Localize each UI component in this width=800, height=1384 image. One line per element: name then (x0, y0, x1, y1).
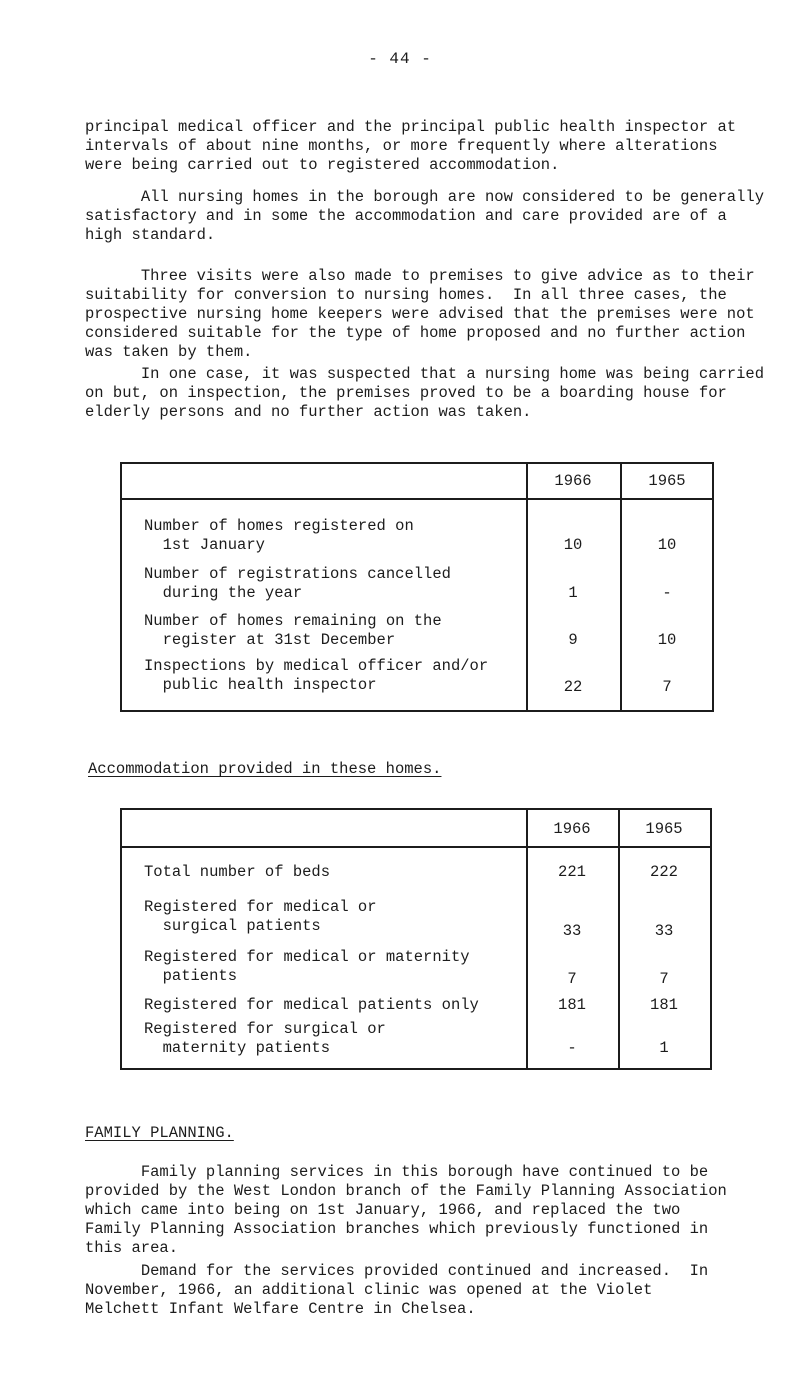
table-cell: 22 (563, 678, 583, 696)
table-cell: 1 (568, 584, 578, 602)
table-row-label: Total number of beds (144, 863, 331, 881)
table-row-label: Registered for surgical or maternity patients (144, 1020, 386, 1057)
paragraph-family-planning: Family planning services in this borough have continued to be provided by the West London branch of the Family Planning Association which came into being on 1st January, 1966, and replaced the two Family Planning Association branches which previously functioned in this area. (85, 1163, 727, 1257)
table-cell: 9 (568, 631, 578, 649)
column-header-1966: 1966 (554, 472, 592, 490)
table-cell: 221 (558, 863, 586, 881)
table-row-label: Registered for medical or maternity patients (144, 948, 470, 985)
table-cell: 1 (659, 1039, 669, 1057)
heading-family-planning: FAMILY PLANNING. (85, 1124, 234, 1142)
table-cell: 7 (662, 678, 672, 696)
accommodation-table (120, 808, 712, 1070)
table-row-label: Number of homes remaining on the register at 31st December (144, 612, 442, 649)
registrations-table (120, 462, 714, 712)
table-cell: 222 (650, 863, 678, 881)
table-row-label: Number of homes registered on 1st January (144, 517, 414, 554)
table-cell: 7 (659, 970, 669, 988)
heading-accommodation: Accommodation provided in these homes. (88, 760, 442, 778)
table-row-label: Number of registrations cancelled during the year (144, 565, 451, 602)
paragraph-demand: Demand for the services provided continued and increased. In November, 1966, an additional clinic was opened at the Violet Melchett Infant Welfare Centre in Chelsea. (85, 1262, 709, 1318)
table-cell: - (567, 1039, 577, 1057)
column-header-1965: 1965 (648, 472, 686, 490)
paragraph-nursing-standard: All nursing homes in the borough are now considered to be generally satisfactory and in some the accommodation and care provided are of a high standard. (85, 188, 765, 244)
paragraph-conversion-visits: Three visits were also made to premises to give advice as to their suitability for conversion to nursing homes. In all three cases, the prospective nursing home keepers were advised that the premises were not considered suitable for the type of home proposed and no further action was taken by them. (85, 267, 755, 361)
table-cell: 7 (567, 970, 577, 988)
column-header-1966: 1966 (553, 820, 591, 838)
table-cell: 10 (657, 536, 677, 554)
table-row-label: Inspections by medical officer and/or public health inspector (144, 657, 489, 694)
table-cell: 10 (563, 536, 583, 554)
table-cell: 33 (562, 922, 582, 940)
paragraph-nursing-inspections: principal medical officer and the principal public health inspector at intervals of about nine months, or more frequently where alterations were being carried out to registered accommodation. (85, 118, 737, 174)
table-row-label: Registered for medical patients only (144, 996, 479, 1014)
table-cell: - (662, 584, 672, 602)
page-number: - 44 - (368, 50, 432, 68)
table-row-label: Registered for medical or surgical patients (144, 898, 377, 935)
table-cell: 181 (558, 996, 586, 1014)
column-header-1965: 1965 (645, 820, 683, 838)
paragraph-suspected-home: In one case, it was suspected that a nursing home was being carried on but, on inspection, the premises proved to be a boarding house for elderly persons and no further action was taken. (85, 365, 765, 421)
table-cell: 181 (650, 996, 678, 1014)
table-cell: 33 (654, 922, 674, 940)
table-cell: 10 (657, 631, 677, 649)
